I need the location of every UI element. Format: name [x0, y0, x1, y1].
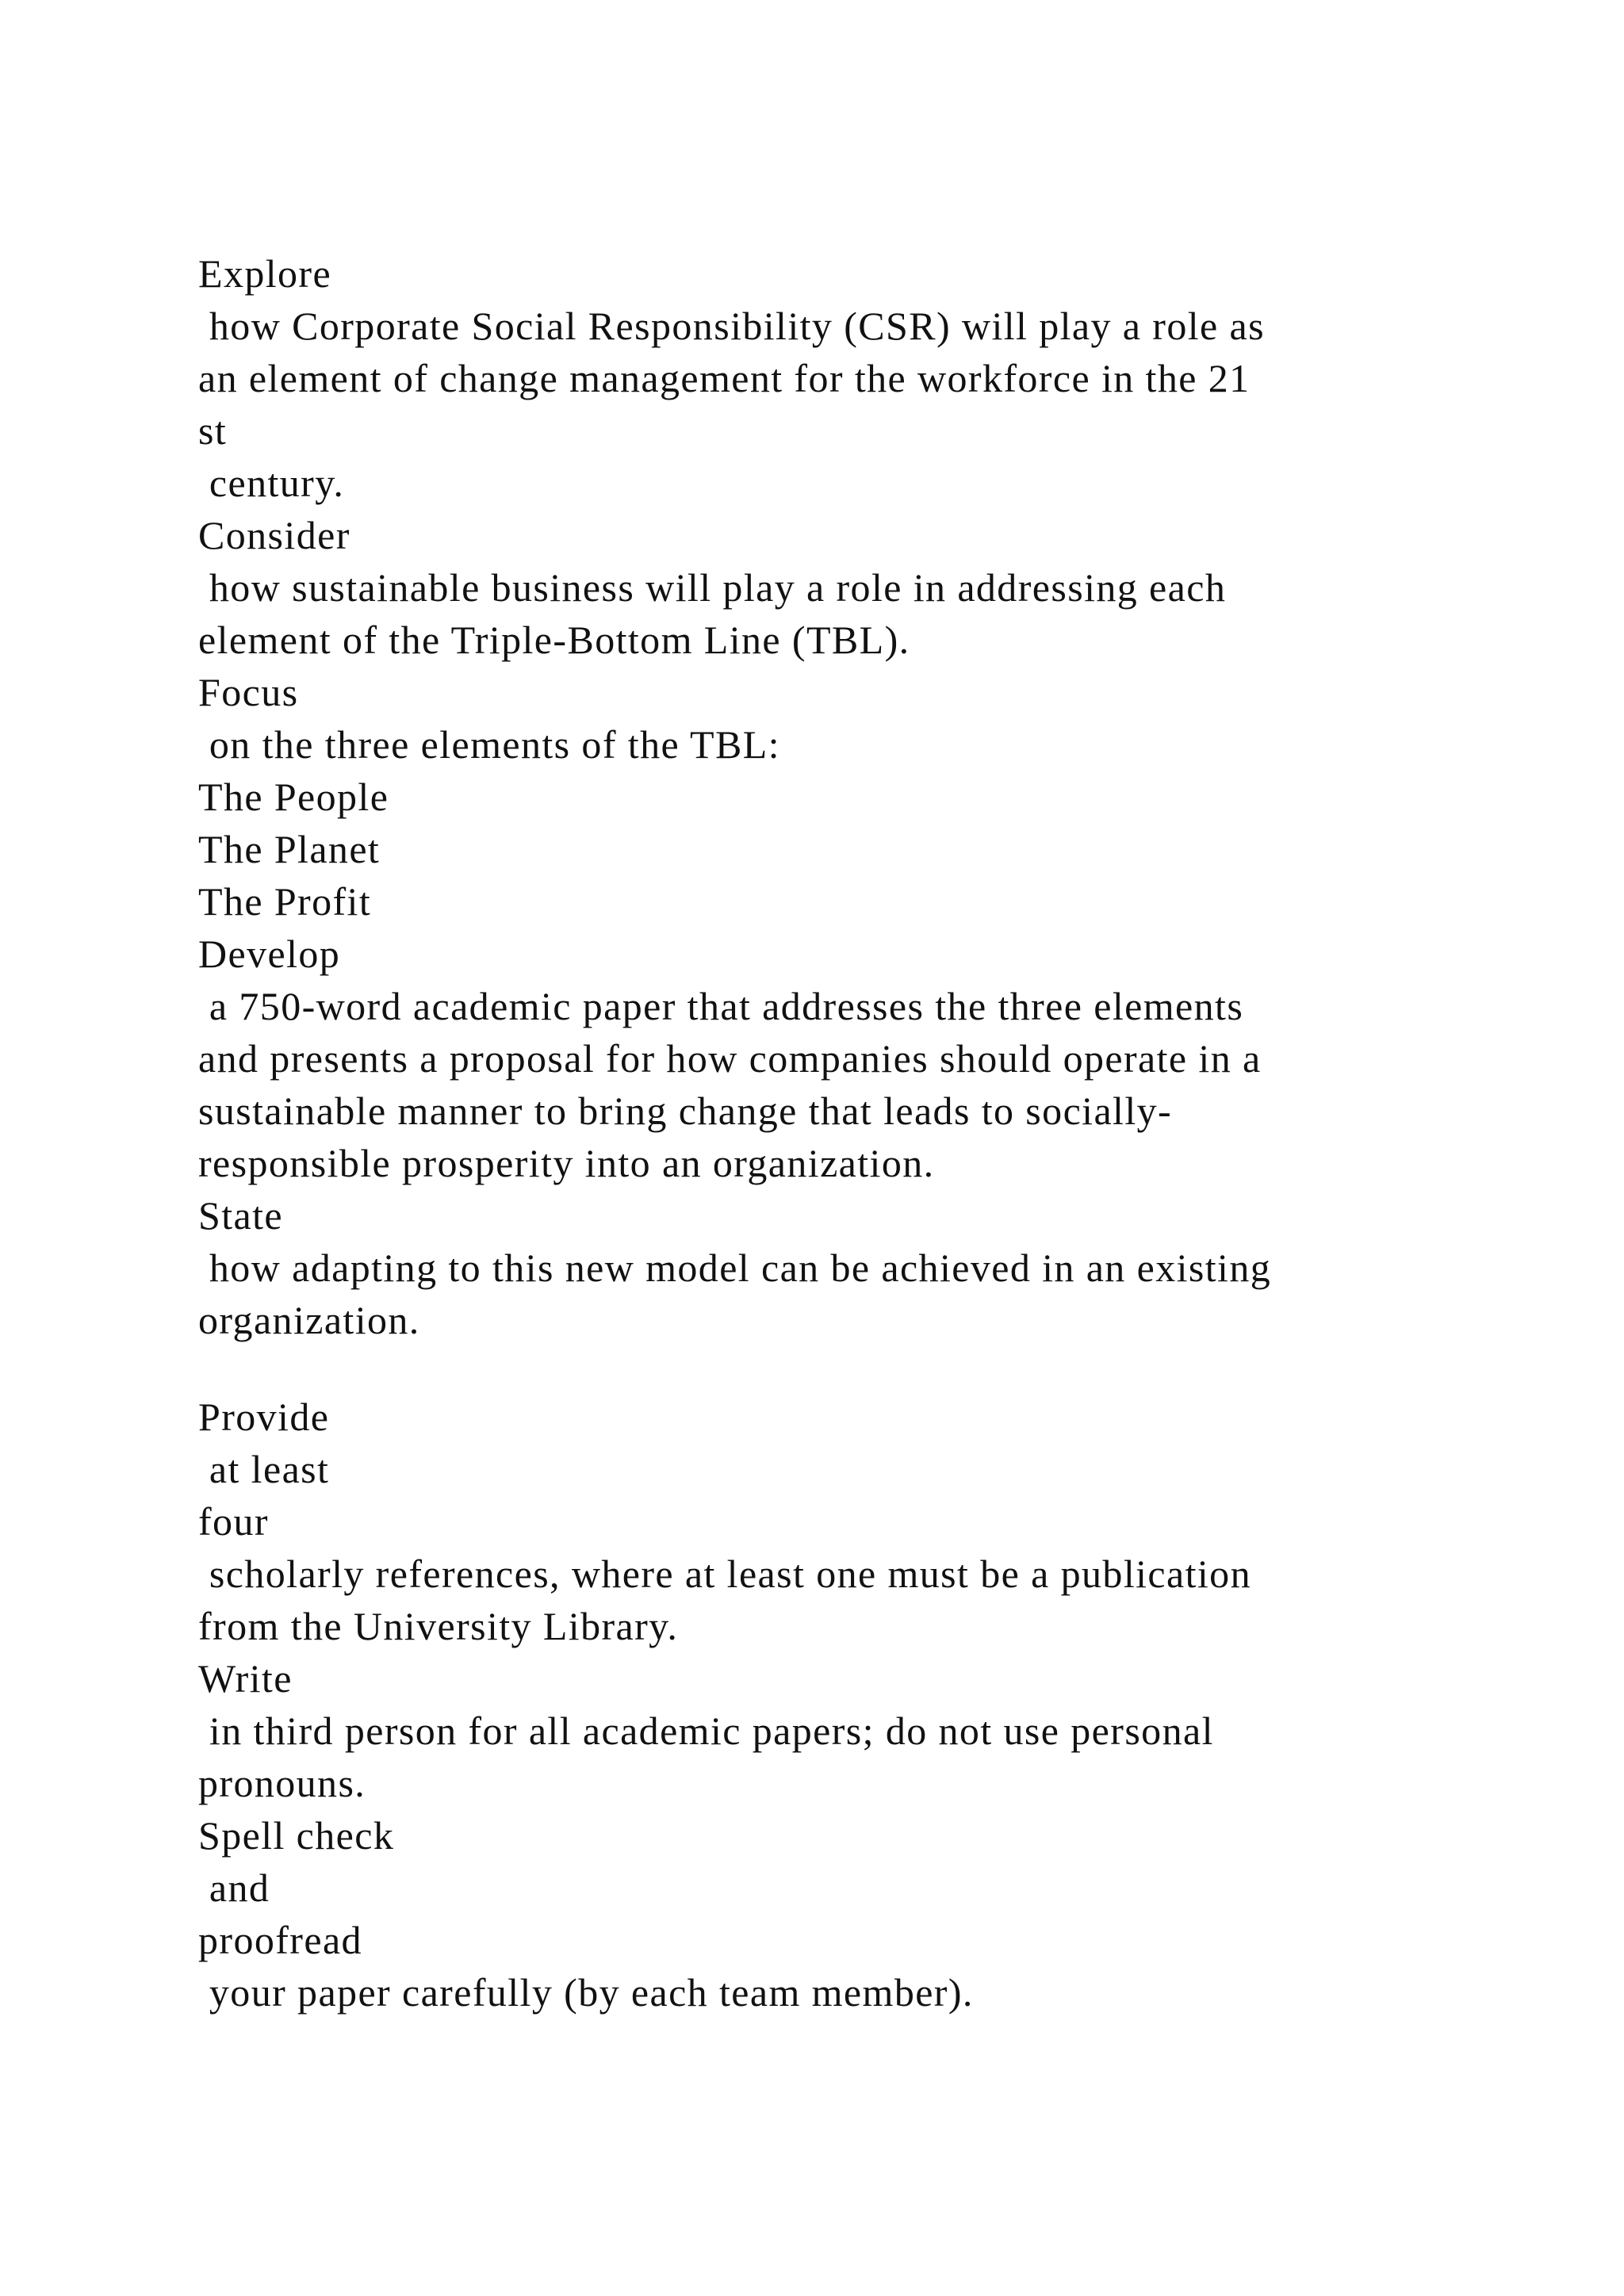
text-line: The Profit	[198, 879, 372, 924]
text-line: Consider	[198, 513, 350, 557]
text-line: Write	[198, 1656, 293, 1701]
text-line: pronouns.	[198, 1761, 366, 1805]
text-line: scholarly references, where at least one must be a publication	[198, 1552, 1251, 1596]
text-line: organization.	[198, 1298, 420, 1342]
text-line: The Planet	[198, 827, 381, 871]
text-line: element of the Triple-Bottom Line (TBL).	[198, 618, 910, 662]
text-line: proofread	[198, 1918, 362, 1962]
text-line: your paper carefully (by each team member).	[198, 1970, 974, 2015]
text-line: and presents a proposal for how companies should operate in a	[198, 1036, 1262, 1081]
text-line: four	[198, 1499, 269, 1544]
text-line: Provide	[198, 1395, 330, 1439]
text-line: st	[198, 408, 228, 453]
text-line: The People	[198, 775, 389, 819]
text-line: and	[198, 1866, 270, 1910]
text-line: State	[198, 1193, 283, 1238]
text-line: how adapting to this new model can be achieved in an existing	[198, 1246, 1272, 1290]
document-body	[198, 247, 1499, 2019]
text-line: from the University Library.	[198, 1604, 679, 1648]
text-line: Develop	[198, 932, 341, 976]
text-line: Focus	[198, 670, 299, 714]
paragraph-gap	[198, 1346, 1499, 1391]
text-line: at least	[198, 1447, 330, 1491]
text-line: sustainable manner to bring change that leads to socially-	[198, 1089, 1173, 1133]
text-line: on the three elements of the TBL:	[198, 722, 780, 767]
text-line: how Corporate Social Responsibility (CSR) will play a role as	[198, 304, 1265, 348]
text-line: Spell check	[198, 1813, 395, 1858]
text-line: a 750-word academic paper that addresses the three elements	[198, 984, 1244, 1028]
text-line: how sustainable business will play a role in addressing each	[198, 565, 1227, 610]
text-line: responsible prosperity into an organization.	[198, 1141, 935, 1185]
text-line: an element of change management for the workforce in the 21	[198, 356, 1251, 400]
text-line: century.	[198, 461, 345, 505]
text-line: in third person for all academic papers; do not use personal	[198, 1709, 1214, 1753]
text-line: Explore	[198, 251, 332, 296]
